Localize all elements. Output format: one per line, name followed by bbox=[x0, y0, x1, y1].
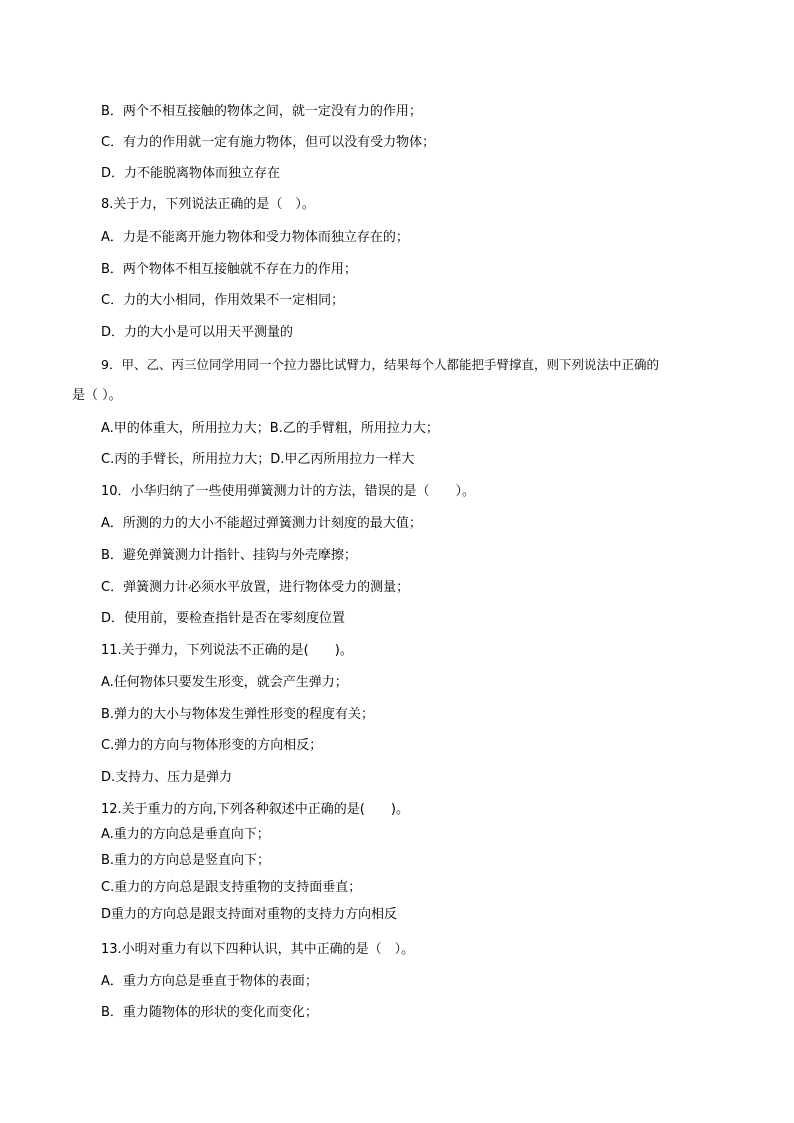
option-line: A.任何物体只要发生形变，就会产生弹力； bbox=[101, 675, 348, 690]
option-line: A.甲的体重大，所用拉力大；B.乙的手臂粗，所用拉力大； bbox=[101, 421, 439, 436]
option-line: B.弹力的大小与物体发生弹性形变的程度有关； bbox=[101, 707, 375, 722]
option-line: D.支持力、压力是弹力 bbox=[101, 770, 233, 785]
question-9-continuation: 是（ ）。 bbox=[72, 388, 122, 403]
option-line: B．两个不相互接触的物体之间，就一定没有力的作用； bbox=[101, 104, 422, 119]
option-line: D．使用前，要检查指针是否在零刻度位置 bbox=[101, 611, 346, 626]
option-line: D．力的大小是可以用天平测量的 bbox=[101, 325, 294, 340]
option-line: C．力的大小相同，作用效果不一定相同； bbox=[101, 293, 345, 308]
option-line: A.重力的方向总是垂直向下； bbox=[101, 827, 270, 842]
option-line: A．重力方向总是垂直于物体的表面； bbox=[101, 974, 318, 989]
question-13: 13.小明对重力有以下四种认识，其中正确的是（ ）。 bbox=[101, 942, 415, 957]
option-line: C．弹簧测力计必须水平放置，进行物体受力的测量； bbox=[101, 580, 410, 595]
option-line: B．两个物体不相互接触就不存在力的作用； bbox=[101, 262, 357, 277]
question-10: 10．小华归纳了一些使用弹簧测力计的方法，错误的是（ ）。 bbox=[101, 484, 476, 499]
question-12: 12.关于重力的方向,下列各种叙述中正确的是( )。 bbox=[101, 802, 409, 817]
option-line: D．力不能脱离物体而独立存在 bbox=[101, 166, 281, 181]
option-line: C.弹力的方向与物体形变的方向相反； bbox=[101, 738, 323, 753]
question-8: 8.关于力，下列说法正确的是（ ）。 bbox=[101, 197, 315, 212]
option-line: C.丙的手臂长，所用拉力大；D.甲乙丙所用拉力一样大 bbox=[101, 452, 415, 467]
option-line: B.重力的方向总是竖直向下； bbox=[101, 853, 271, 868]
question-11: 11.关于弹力，下列说法不正确的是( )。 bbox=[101, 643, 353, 658]
option-line: C．有力的作用就一定有施力物体，但可以没有受力物体； bbox=[101, 135, 436, 150]
option-line: D重力的方向总是跟支持面对重物的支持力方向相反 bbox=[101, 907, 398, 922]
question-9: 9．甲、乙、丙三位同学用同一个拉力器比试臂力，结果每个人都能把手臂撑直，则下列说法中正确的 bbox=[101, 357, 659, 372]
option-line: C.重力的方向总是跟支持重物的支持面垂直； bbox=[101, 880, 362, 895]
option-line: B．避免弹簧测力计指针、挂钩与外壳摩擦； bbox=[101, 548, 357, 563]
option-line: B．重力随物体的形状的变化而变化； bbox=[101, 1005, 318, 1020]
option-line: A．力是不能离开施力物体和受力物体而独立存在的； bbox=[101, 230, 409, 245]
option-line: A．所测的力的大小不能超过弹簧测力计刻度的最大值； bbox=[101, 516, 422, 531]
